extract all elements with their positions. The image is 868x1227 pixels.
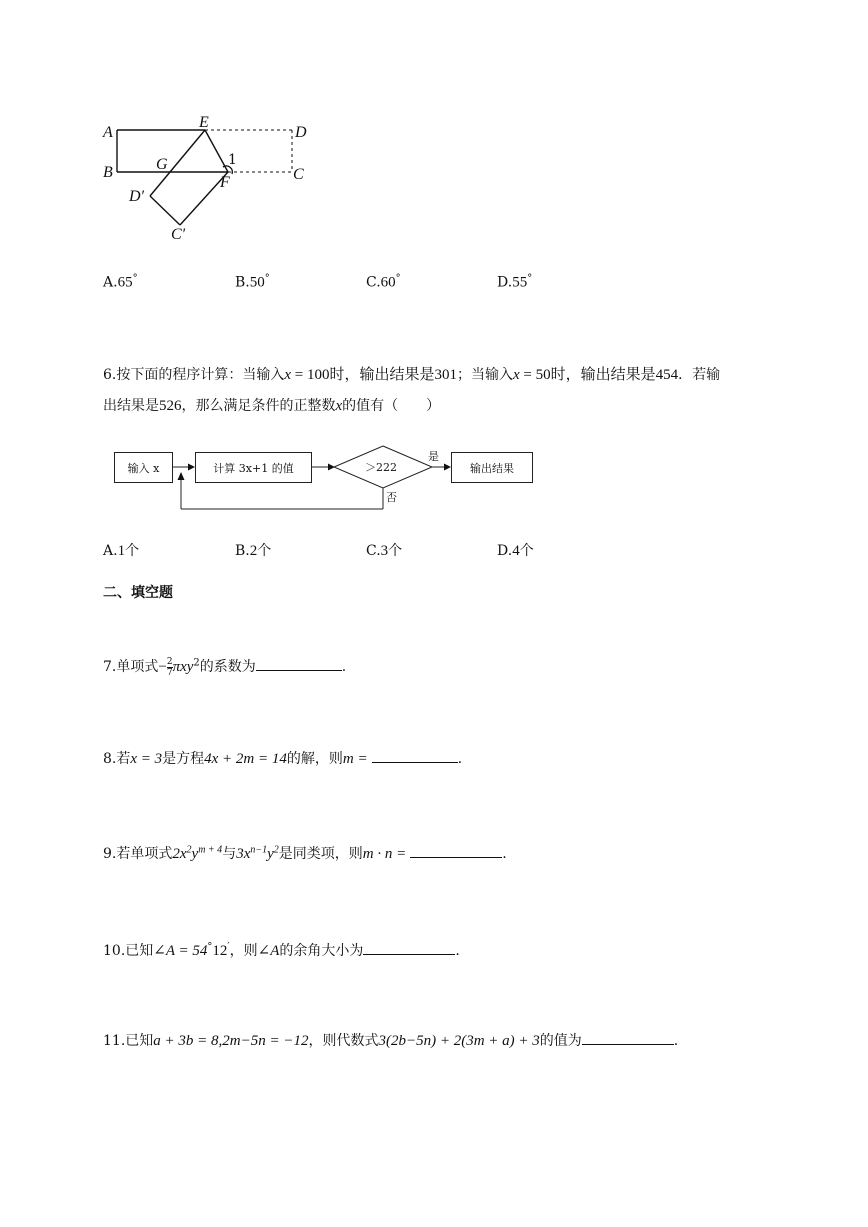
flow-no-label: 否 bbox=[386, 491, 397, 504]
flow-input-box: 输入 x bbox=[114, 452, 173, 483]
q6-option-a[interactable]: A.1个 bbox=[103, 543, 140, 559]
flow-yes-label: 是 bbox=[428, 450, 439, 463]
label-C: C bbox=[293, 166, 304, 183]
q6-question-line2: 出结果是526，那么满足条件的正整数x的值有（ ） bbox=[103, 398, 441, 414]
q5-option-b[interactable]: B.50° bbox=[235, 273, 270, 291]
label-C-prime: C′ bbox=[171, 226, 186, 243]
label-F: F bbox=[220, 174, 230, 191]
q10-question: 10.已知∠A = 54°12′，则∠A的余角大小为 . bbox=[103, 941, 460, 959]
q8-answer-blank[interactable] bbox=[372, 748, 458, 763]
q5-option-a[interactable]: A.65° bbox=[103, 273, 138, 291]
q11-question: 11.已知a + 3b = 8,2m−5n = −12，则代数式3(2b−5n) + 2(3m + a) + 3的值为 . bbox=[103, 1030, 678, 1050]
label-D-prime: D′ bbox=[129, 188, 145, 205]
flow-compute-box: 计算 3x+1 的值 bbox=[195, 452, 312, 483]
q5-option-d[interactable]: D.55° bbox=[497, 273, 533, 291]
q10-answer-blank[interactable] bbox=[363, 940, 455, 955]
flow-condition-label: ＞222 bbox=[365, 461, 397, 474]
q6-option-d[interactable]: D.4个 bbox=[497, 543, 534, 559]
q9-answer-blank[interactable] bbox=[410, 843, 502, 858]
label-A: A bbox=[103, 124, 113, 141]
q8-question: 8.若x = 3是方程4x + 2m = 14的解，则m = . bbox=[103, 748, 462, 768]
label-D: D bbox=[295, 124, 307, 141]
label-angle-1: 1 bbox=[228, 152, 237, 168]
label-G: G bbox=[156, 156, 168, 173]
q6-option-c[interactable]: C.3个 bbox=[366, 543, 403, 559]
label-E: E bbox=[199, 114, 209, 131]
q9-question: 9.若单项式$2x^2y^{m + 4}$与$3x^{n-1}y^2$是同类项，则m · n = . bbox=[103, 844, 507, 862]
q5-option-c[interactable]: C.60° bbox=[366, 273, 401, 291]
q7-answer-blank[interactable] bbox=[256, 656, 342, 671]
label-B: B bbox=[103, 164, 113, 181]
q6-question-line1: 6.按下面的程序计算：当输入x = 100时，输出结果是301；当输入x = 50时，输出结果是454．若输 bbox=[103, 367, 721, 383]
q6-option-b[interactable]: B.2个 bbox=[235, 543, 272, 559]
section-title: 二、填空题 bbox=[103, 585, 173, 601]
flow-output-box: 输出结果 bbox=[451, 452, 533, 483]
q7-question: 7.单项式− $\frac{2}{7}$ πxy$^2$的系数为 . bbox=[103, 656, 347, 678]
q11-answer-blank[interactable] bbox=[582, 1030, 674, 1045]
folded-rectangle-figure bbox=[95, 110, 325, 250]
